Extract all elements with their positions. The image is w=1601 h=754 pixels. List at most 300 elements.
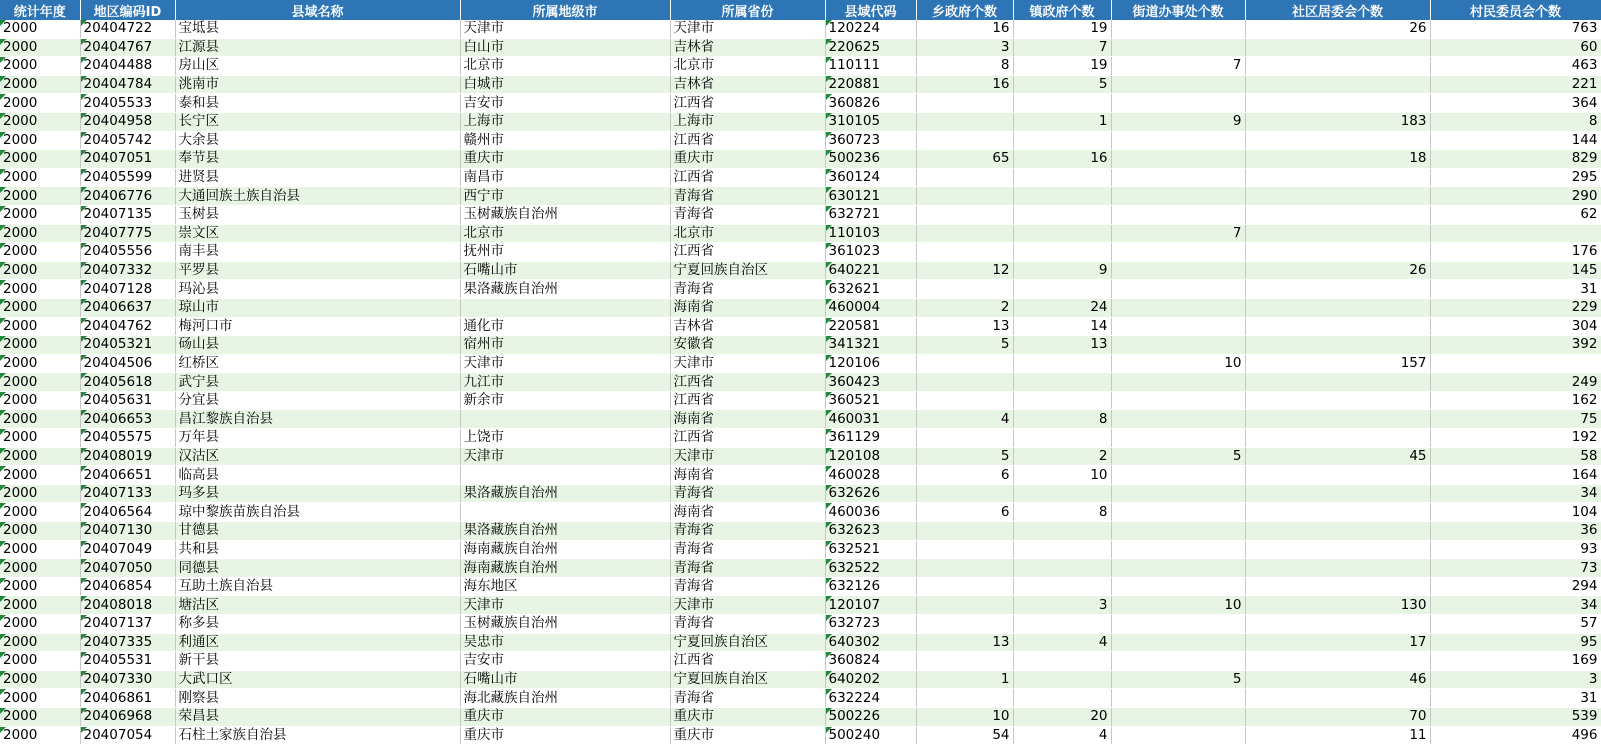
county-name-cell[interactable]: 平罗县 [175, 261, 460, 280]
subdistrict-count-cell[interactable] [1111, 168, 1245, 187]
county-name-cell[interactable]: 荣昌县 [175, 707, 460, 726]
province-cell[interactable]: 江西省 [670, 429, 825, 448]
town-count-cell[interactable]: 9 [1013, 261, 1111, 280]
county-code-cell[interactable]: 361129 [825, 429, 916, 448]
subdistrict-count-cell[interactable] [1111, 484, 1245, 503]
city-cell[interactable]: 北京市 [460, 57, 670, 76]
year-cell[interactable]: 2000 [0, 410, 80, 429]
county-name-cell[interactable]: 梅河口市 [175, 317, 460, 336]
province-cell[interactable]: 天津市 [670, 20, 825, 38]
county-name-cell[interactable]: 共和县 [175, 540, 460, 559]
city-cell[interactable]: 北京市 [460, 224, 670, 243]
township-count-cell[interactable] [916, 205, 1013, 224]
region-id-cell[interactable]: 20404506 [80, 354, 175, 373]
year-cell[interactable]: 2000 [0, 280, 80, 299]
village-count-cell[interactable]: 304 [1430, 317, 1601, 336]
county-name-cell[interactable]: 武宁县 [175, 373, 460, 392]
city-cell[interactable]: 天津市 [460, 20, 670, 38]
township-count-cell[interactable] [916, 243, 1013, 262]
city-cell[interactable]: 南昌市 [460, 168, 670, 187]
village-count-cell[interactable]: 294 [1430, 577, 1601, 596]
year-cell[interactable]: 2000 [0, 577, 80, 596]
city-cell[interactable]: 西宁市 [460, 187, 670, 206]
county-code-cell[interactable]: 640302 [825, 633, 916, 652]
city-cell[interactable]: 海东地区 [460, 577, 670, 596]
subdistrict-count-cell[interactable] [1111, 559, 1245, 578]
town-count-cell[interactable] [1013, 373, 1111, 392]
township-count-cell[interactable]: 10 [916, 707, 1013, 726]
town-count-cell[interactable]: 19 [1013, 57, 1111, 76]
region-id-cell[interactable]: 20407049 [80, 540, 175, 559]
subdistrict-count-cell[interactable]: 7 [1111, 57, 1245, 76]
subdistrict-count-cell[interactable] [1111, 298, 1245, 317]
city-cell[interactable]: 天津市 [460, 447, 670, 466]
region-id-cell[interactable]: 20404722 [80, 20, 175, 38]
county-name-cell[interactable]: 大通回族土族自治县 [175, 187, 460, 206]
city-cell[interactable]: 果洛藏族自治州 [460, 522, 670, 541]
province-cell[interactable]: 江西省 [670, 373, 825, 392]
year-cell[interactable]: 2000 [0, 261, 80, 280]
village-count-cell[interactable]: 95 [1430, 633, 1601, 652]
city-cell[interactable] [460, 298, 670, 317]
county-code-cell[interactable]: 632621 [825, 280, 916, 299]
county-name-cell[interactable]: 临高县 [175, 466, 460, 485]
province-cell[interactable]: 重庆市 [670, 150, 825, 169]
township-count-cell[interactable] [916, 187, 1013, 206]
village-count-cell[interactable]: 8 [1430, 112, 1601, 131]
region-id-cell[interactable]: 20407130 [80, 522, 175, 541]
community-count-cell[interactable] [1245, 75, 1430, 94]
village-count-cell[interactable] [1430, 354, 1601, 373]
year-cell[interactable]: 2000 [0, 205, 80, 224]
county-code-cell[interactable]: 632723 [825, 615, 916, 634]
community-count-cell[interactable] [1245, 298, 1430, 317]
county-code-cell[interactable]: 310105 [825, 112, 916, 131]
year-cell[interactable]: 2000 [0, 652, 80, 671]
region-id-cell[interactable]: 20407051 [80, 150, 175, 169]
village-count-cell[interactable]: 145 [1430, 261, 1601, 280]
town-count-cell[interactable] [1013, 243, 1111, 262]
province-cell[interactable]: 天津市 [670, 447, 825, 466]
province-cell[interactable]: 宁夏回族自治区 [670, 670, 825, 689]
region-id-cell[interactable]: 20405533 [80, 94, 175, 113]
county-code-cell[interactable]: 360723 [825, 131, 916, 150]
township-count-cell[interactable]: 16 [916, 20, 1013, 38]
city-cell[interactable]: 九江市 [460, 373, 670, 392]
community-count-cell[interactable] [1245, 373, 1430, 392]
city-cell[interactable]: 天津市 [460, 596, 670, 615]
year-cell[interactable]: 2000 [0, 596, 80, 615]
year-cell[interactable]: 2000 [0, 243, 80, 262]
county-name-cell[interactable]: 昌江黎族自治县 [175, 410, 460, 429]
region-id-cell[interactable]: 20405742 [80, 131, 175, 150]
province-cell[interactable]: 天津市 [670, 354, 825, 373]
town-count-cell[interactable] [1013, 484, 1111, 503]
province-cell[interactable]: 天津市 [670, 596, 825, 615]
city-cell[interactable]: 白城市 [460, 75, 670, 94]
year-cell[interactable]: 2000 [0, 168, 80, 187]
subdistrict-count-cell[interactable] [1111, 410, 1245, 429]
county-name-cell[interactable]: 刚察县 [175, 689, 460, 708]
region-id-cell[interactable]: 20407135 [80, 205, 175, 224]
town-count-cell[interactable]: 14 [1013, 317, 1111, 336]
village-count-cell[interactable]: 295 [1430, 168, 1601, 187]
region-id-cell[interactable]: 20405556 [80, 243, 175, 262]
town-count-cell[interactable]: 13 [1013, 336, 1111, 355]
community-count-cell[interactable] [1245, 540, 1430, 559]
village-count-cell[interactable]: 290 [1430, 187, 1601, 206]
subdistrict-count-cell[interactable] [1111, 391, 1245, 410]
town-count-cell[interactable] [1013, 131, 1111, 150]
province-cell[interactable]: 青海省 [670, 187, 825, 206]
township-count-cell[interactable] [916, 391, 1013, 410]
province-cell[interactable]: 上海市 [670, 112, 825, 131]
subdistrict-count-cell[interactable]: 5 [1111, 447, 1245, 466]
town-count-cell[interactable] [1013, 168, 1111, 187]
subdistrict-count-cell[interactable] [1111, 615, 1245, 634]
year-cell[interactable]: 2000 [0, 224, 80, 243]
region-id-cell[interactable]: 20405575 [80, 429, 175, 448]
village-count-cell[interactable]: 93 [1430, 540, 1601, 559]
county-code-cell[interactable]: 632126 [825, 577, 916, 596]
county-name-cell[interactable]: 同德县 [175, 559, 460, 578]
year-cell[interactable]: 2000 [0, 20, 80, 38]
city-cell[interactable]: 吴忠市 [460, 633, 670, 652]
county-code-cell[interactable]: 632626 [825, 484, 916, 503]
township-count-cell[interactable] [916, 94, 1013, 113]
province-cell[interactable]: 青海省 [670, 522, 825, 541]
township-count-cell[interactable]: 5 [916, 336, 1013, 355]
city-cell[interactable]: 海南藏族自治州 [460, 540, 670, 559]
subdistrict-count-cell[interactable]: 10 [1111, 354, 1245, 373]
community-count-cell[interactable] [1245, 466, 1430, 485]
year-cell[interactable]: 2000 [0, 94, 80, 113]
county-code-cell[interactable]: 500236 [825, 150, 916, 169]
county-code-cell[interactable]: 220625 [825, 38, 916, 57]
village-count-cell[interactable]: 463 [1430, 57, 1601, 76]
community-count-cell[interactable]: 46 [1245, 670, 1430, 689]
town-count-cell[interactable] [1013, 280, 1111, 299]
community-count-cell[interactable]: 183 [1245, 112, 1430, 131]
village-count-cell[interactable]: 36 [1430, 522, 1601, 541]
county-code-cell[interactable]: 632521 [825, 540, 916, 559]
region-id-cell[interactable]: 20406637 [80, 298, 175, 317]
region-id-cell[interactable]: 20408018 [80, 596, 175, 615]
village-count-cell[interactable]: 3 [1430, 670, 1601, 689]
year-cell[interactable]: 2000 [0, 112, 80, 131]
subdistrict-count-cell[interactable] [1111, 150, 1245, 169]
village-count-cell[interactable]: 249 [1430, 373, 1601, 392]
year-cell[interactable]: 2000 [0, 150, 80, 169]
city-cell[interactable]: 新余市 [460, 391, 670, 410]
region-id-cell[interactable]: 20406653 [80, 410, 175, 429]
year-cell[interactable]: 2000 [0, 522, 80, 541]
county-name-cell[interactable]: 利通区 [175, 633, 460, 652]
village-count-cell[interactable]: 829 [1430, 150, 1601, 169]
county-code-cell[interactable]: 110103 [825, 224, 916, 243]
city-cell[interactable]: 重庆市 [460, 726, 670, 745]
county-code-cell[interactable]: 110111 [825, 57, 916, 76]
city-cell[interactable]: 海南藏族自治州 [460, 559, 670, 578]
township-count-cell[interactable]: 13 [916, 633, 1013, 652]
village-count-cell[interactable]: 73 [1430, 559, 1601, 578]
township-count-cell[interactable] [916, 354, 1013, 373]
community-count-cell[interactable] [1245, 131, 1430, 150]
province-cell[interactable]: 青海省 [670, 205, 825, 224]
township-count-cell[interactable] [916, 429, 1013, 448]
township-count-cell[interactable] [916, 689, 1013, 708]
city-cell[interactable]: 重庆市 [460, 150, 670, 169]
city-cell[interactable]: 石嘴山市 [460, 261, 670, 280]
city-cell[interactable]: 上海市 [460, 112, 670, 131]
village-count-cell[interactable]: 57 [1430, 615, 1601, 634]
city-cell[interactable] [460, 503, 670, 522]
region-id-cell[interactable]: 20406564 [80, 503, 175, 522]
community-count-cell[interactable] [1245, 94, 1430, 113]
year-cell[interactable]: 2000 [0, 670, 80, 689]
year-cell[interactable]: 2000 [0, 559, 80, 578]
province-cell[interactable]: 青海省 [670, 540, 825, 559]
county-code-cell[interactable]: 360826 [825, 94, 916, 113]
city-cell[interactable]: 吉安市 [460, 94, 670, 113]
county-name-cell[interactable]: 江源县 [175, 38, 460, 57]
region-id-cell[interactable]: 20407128 [80, 280, 175, 299]
township-count-cell[interactable] [916, 373, 1013, 392]
year-cell[interactable]: 2000 [0, 707, 80, 726]
township-count-cell[interactable]: 2 [916, 298, 1013, 317]
community-count-cell[interactable]: 157 [1245, 354, 1430, 373]
county-code-cell[interactable]: 120107 [825, 596, 916, 615]
city-cell[interactable]: 天津市 [460, 354, 670, 373]
year-cell[interactable]: 2000 [0, 391, 80, 410]
year-cell[interactable]: 2000 [0, 615, 80, 634]
subdistrict-count-cell[interactable] [1111, 317, 1245, 336]
city-cell[interactable] [460, 410, 670, 429]
province-cell[interactable]: 江西省 [670, 168, 825, 187]
town-count-cell[interactable] [1013, 354, 1111, 373]
county-name-cell[interactable]: 玛多县 [175, 484, 460, 503]
community-count-cell[interactable] [1245, 280, 1430, 299]
region-id-cell[interactable]: 20407330 [80, 670, 175, 689]
region-id-cell[interactable]: 20407133 [80, 484, 175, 503]
year-cell[interactable]: 2000 [0, 131, 80, 150]
year-cell[interactable]: 2000 [0, 38, 80, 57]
region-id-header[interactable]: 地区编码ID [80, 0, 175, 20]
subdistrict-count-cell[interactable] [1111, 373, 1245, 392]
subdistrict-count-cell[interactable] [1111, 20, 1245, 38]
county-code-cell[interactable]: 120106 [825, 354, 916, 373]
town-count-cell[interactable]: 10 [1013, 466, 1111, 485]
county-name-cell[interactable]: 进贤县 [175, 168, 460, 187]
region-id-cell[interactable]: 20406651 [80, 466, 175, 485]
county-code-cell[interactable]: 500240 [825, 726, 916, 745]
region-id-cell[interactable]: 20404762 [80, 317, 175, 336]
subdistrict-count-cell[interactable] [1111, 94, 1245, 113]
township-count-cell[interactable] [916, 615, 1013, 634]
province-cell[interactable]: 宁夏回族自治区 [670, 633, 825, 652]
county-name-cell[interactable]: 琼中黎族苗族自治县 [175, 503, 460, 522]
subdistrict-count-cell[interactable] [1111, 261, 1245, 280]
county-code-cell[interactable]: 360824 [825, 652, 916, 671]
county-code-cell[interactable]: 360423 [825, 373, 916, 392]
town-count-cell[interactable] [1013, 540, 1111, 559]
village-count-cell[interactable]: 58 [1430, 447, 1601, 466]
region-id-cell[interactable]: 20407775 [80, 224, 175, 243]
city-cell[interactable]: 上饶市 [460, 429, 670, 448]
city-cell[interactable]: 白山市 [460, 38, 670, 57]
region-id-cell[interactable]: 20406776 [80, 187, 175, 206]
county-code-cell[interactable]: 632721 [825, 205, 916, 224]
township-count-cell[interactable]: 16 [916, 75, 1013, 94]
village-count-header[interactable]: 村民委员会个数 [1430, 0, 1601, 20]
county-name-cell[interactable]: 玛沁县 [175, 280, 460, 299]
county-code-cell[interactable]: 360521 [825, 391, 916, 410]
county-name-cell[interactable]: 玉树县 [175, 205, 460, 224]
village-count-cell[interactable]: 62 [1430, 205, 1601, 224]
year-cell[interactable]: 2000 [0, 298, 80, 317]
city-cell[interactable]: 石嘴山市 [460, 670, 670, 689]
city-cell[interactable]: 宿州市 [460, 336, 670, 355]
town-count-cell[interactable]: 8 [1013, 410, 1111, 429]
county-name-cell[interactable]: 红桥区 [175, 354, 460, 373]
community-count-cell[interactable] [1245, 205, 1430, 224]
town-count-cell[interactable]: 3 [1013, 596, 1111, 615]
county-name-cell[interactable]: 崇文区 [175, 224, 460, 243]
county-code-cell[interactable]: 361023 [825, 243, 916, 262]
county-code-cell[interactable]: 632522 [825, 559, 916, 578]
region-id-cell[interactable]: 20408019 [80, 447, 175, 466]
region-id-cell[interactable]: 20405531 [80, 652, 175, 671]
village-count-cell[interactable]: 364 [1430, 94, 1601, 113]
town-count-cell[interactable] [1013, 94, 1111, 113]
village-count-cell[interactable]: 162 [1430, 391, 1601, 410]
township-count-cell[interactable] [916, 131, 1013, 150]
village-count-cell[interactable]: 164 [1430, 466, 1601, 485]
township-count-cell[interactable] [916, 596, 1013, 615]
subdistrict-count-cell[interactable] [1111, 689, 1245, 708]
township-count-cell[interactable] [916, 577, 1013, 596]
county-name-cell[interactable]: 互助土族自治县 [175, 577, 460, 596]
county-code-cell[interactable]: 640221 [825, 261, 916, 280]
region-id-cell[interactable]: 20404784 [80, 75, 175, 94]
city-cell[interactable]: 果洛藏族自治州 [460, 280, 670, 299]
community-count-cell[interactable]: 26 [1245, 20, 1430, 38]
subdistrict-count-cell[interactable] [1111, 205, 1245, 224]
county-name-cell[interactable]: 大武口区 [175, 670, 460, 689]
province-cell[interactable]: 江西省 [670, 652, 825, 671]
city-cell[interactable]: 玉树藏族自治州 [460, 205, 670, 224]
community-count-cell[interactable] [1245, 57, 1430, 76]
county-name-cell[interactable]: 南丰县 [175, 243, 460, 262]
township-count-cell[interactable]: 4 [916, 410, 1013, 429]
county-code-cell[interactable]: 460028 [825, 466, 916, 485]
township-count-cell[interactable] [916, 112, 1013, 131]
community-count-cell[interactable] [1245, 317, 1430, 336]
province-cell[interactable]: 吉林省 [670, 75, 825, 94]
township-count-cell[interactable] [916, 559, 1013, 578]
village-count-cell[interactable]: 75 [1430, 410, 1601, 429]
subdistrict-count-cell[interactable] [1111, 243, 1245, 262]
region-id-cell[interactable]: 20404958 [80, 112, 175, 131]
province-cell[interactable]: 海南省 [670, 503, 825, 522]
town-count-cell[interactable]: 1 [1013, 112, 1111, 131]
county-name-cell[interactable]: 长宁区 [175, 112, 460, 131]
province-cell[interactable]: 北京市 [670, 57, 825, 76]
village-count-cell[interactable]: 104 [1430, 503, 1601, 522]
county-code-cell[interactable]: 632623 [825, 522, 916, 541]
town-count-cell[interactable] [1013, 689, 1111, 708]
town-count-cell[interactable]: 4 [1013, 726, 1111, 745]
village-count-cell[interactable]: 169 [1430, 652, 1601, 671]
township-count-cell[interactable]: 12 [916, 261, 1013, 280]
town-count-cell[interactable] [1013, 559, 1111, 578]
community-count-cell[interactable] [1245, 652, 1430, 671]
subdistrict-count-cell[interactable] [1111, 336, 1245, 355]
region-id-cell[interactable]: 20404488 [80, 57, 175, 76]
county-name-cell[interactable]: 新干县 [175, 652, 460, 671]
township-count-cell[interactable] [916, 540, 1013, 559]
community-count-cell[interactable]: 26 [1245, 261, 1430, 280]
village-count-cell[interactable]: 763 [1430, 20, 1601, 38]
village-count-cell[interactable]: 176 [1430, 243, 1601, 262]
subdistrict-count-cell[interactable] [1111, 466, 1245, 485]
year-header[interactable]: 统计年度 [0, 0, 80, 20]
county-name-cell[interactable]: 房山区 [175, 57, 460, 76]
year-cell[interactable]: 2000 [0, 540, 80, 559]
community-count-cell[interactable] [1245, 484, 1430, 503]
province-cell[interactable]: 重庆市 [670, 707, 825, 726]
town-count-cell[interactable]: 8 [1013, 503, 1111, 522]
region-id-cell[interactable]: 20405618 [80, 373, 175, 392]
community-count-cell[interactable]: 130 [1245, 596, 1430, 615]
township-count-cell[interactable] [916, 224, 1013, 243]
subdistrict-count-cell[interactable] [1111, 503, 1245, 522]
township-count-cell[interactable]: 6 [916, 466, 1013, 485]
subdistrict-count-cell[interactable] [1111, 652, 1245, 671]
region-id-cell[interactable]: 20406854 [80, 577, 175, 596]
county-code-header[interactable]: 县域代码 [825, 0, 916, 20]
community-count-cell[interactable] [1245, 168, 1430, 187]
province-cell[interactable]: 安徽省 [670, 336, 825, 355]
town-count-cell[interactable] [1013, 205, 1111, 224]
province-cell[interactable]: 江西省 [670, 391, 825, 410]
town-count-cell[interactable] [1013, 187, 1111, 206]
township-count-cell[interactable]: 54 [916, 726, 1013, 745]
village-count-cell[interactable]: 34 [1430, 484, 1601, 503]
village-count-cell[interactable]: 34 [1430, 596, 1601, 615]
community-count-cell[interactable] [1245, 336, 1430, 355]
year-cell[interactable]: 2000 [0, 336, 80, 355]
community-count-cell[interactable]: 18 [1245, 150, 1430, 169]
township-count-cell[interactable]: 5 [916, 447, 1013, 466]
township-count-cell[interactable]: 13 [916, 317, 1013, 336]
year-cell[interactable]: 2000 [0, 447, 80, 466]
city-cell[interactable]: 果洛藏族自治州 [460, 484, 670, 503]
province-header[interactable]: 所属省份 [670, 0, 825, 20]
province-cell[interactable]: 海南省 [670, 466, 825, 485]
town-count-cell[interactable]: 7 [1013, 38, 1111, 57]
county-name-cell[interactable]: 泰和县 [175, 94, 460, 113]
county-name-cell[interactable]: 奉节县 [175, 150, 460, 169]
village-count-cell[interactable]: 31 [1430, 689, 1601, 708]
subdistrict-count-cell[interactable] [1111, 38, 1245, 57]
province-cell[interactable]: 青海省 [670, 615, 825, 634]
village-count-cell[interactable]: 31 [1430, 280, 1601, 299]
subdistrict-count-cell[interactable] [1111, 131, 1245, 150]
city-cell[interactable]: 吉安市 [460, 652, 670, 671]
township-count-cell[interactable] [916, 522, 1013, 541]
county-code-cell[interactable]: 120224 [825, 20, 916, 38]
